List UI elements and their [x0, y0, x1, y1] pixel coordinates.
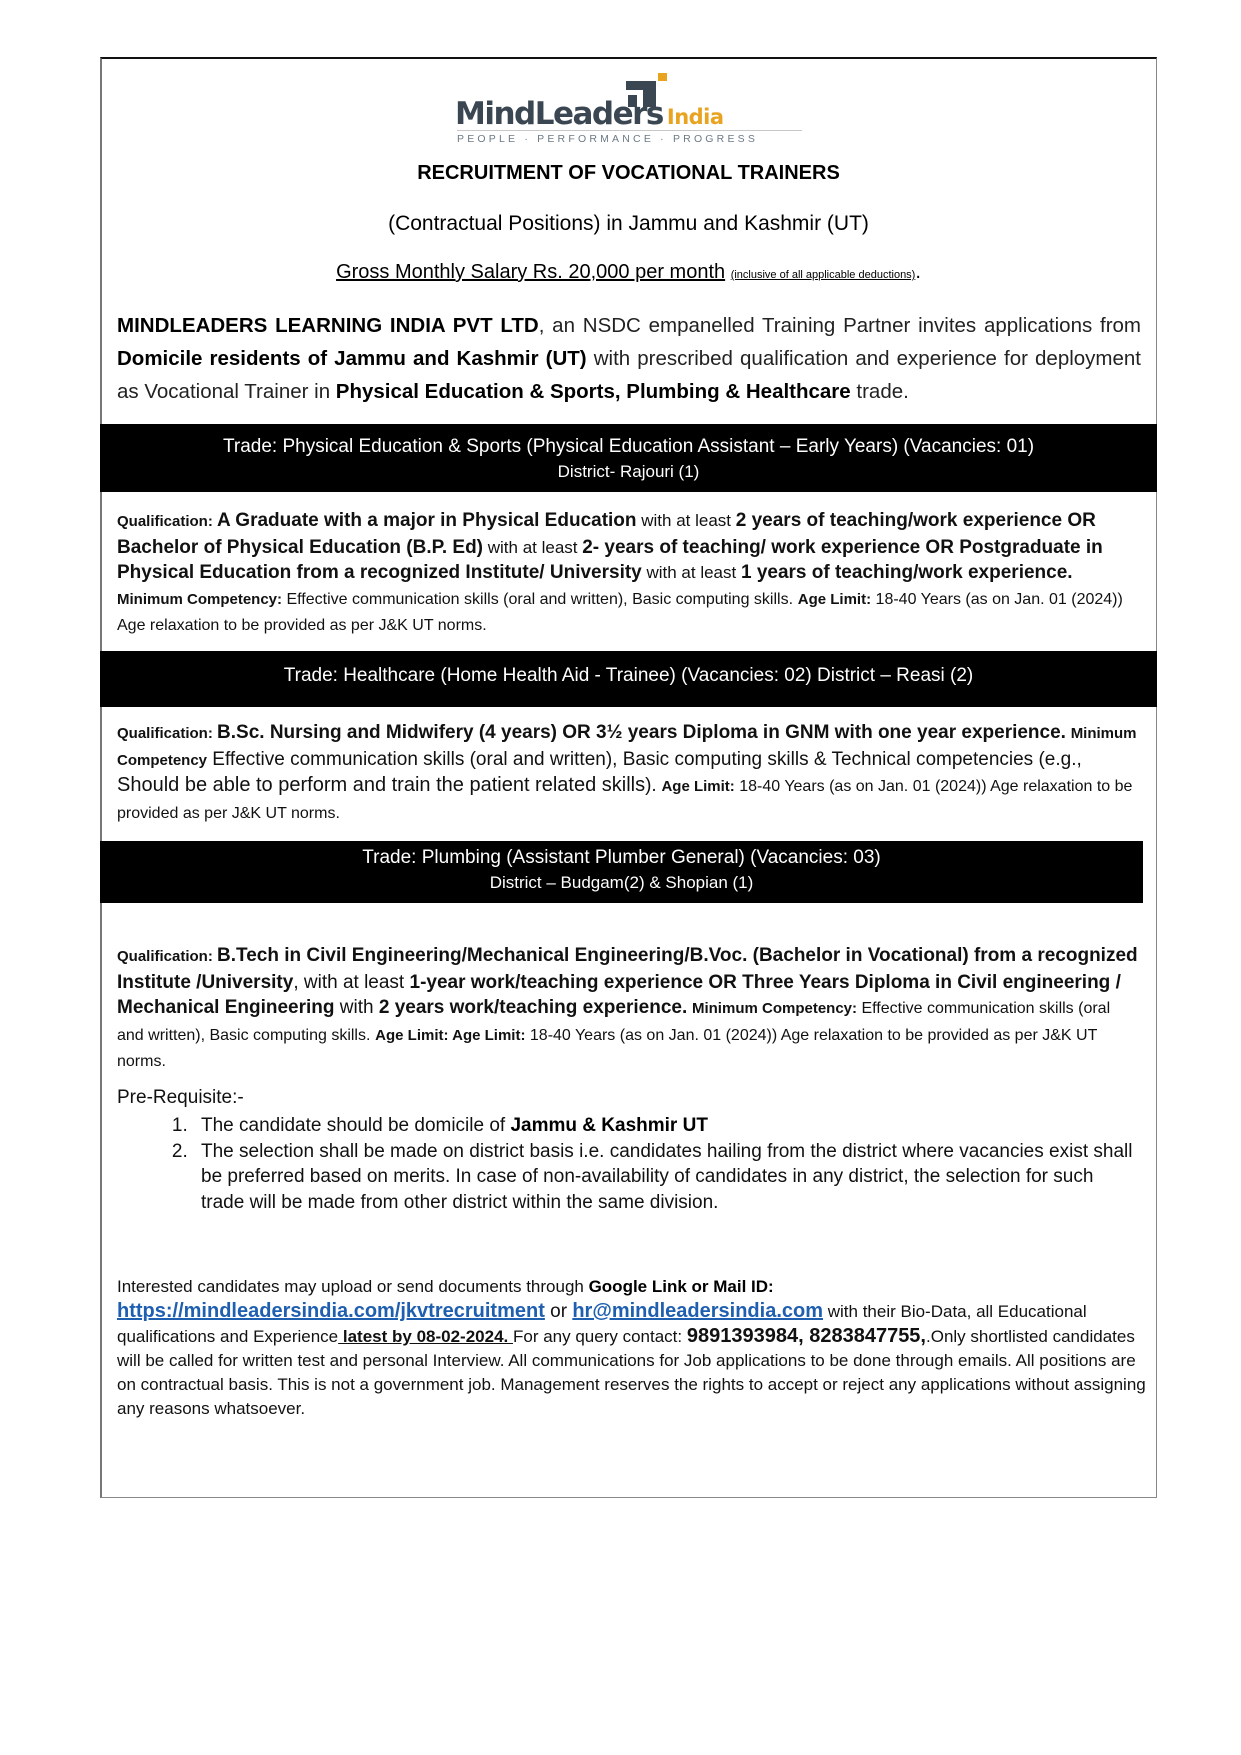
- trade-header-line1: Trade: Plumbing (Assistant Plumber General) (Vacancies: 03): [362, 847, 881, 868]
- apply-text: .Only shortlisted candidates will be called for written test and personal Interview. All communications for Job applications to be done through emails. All positions are on contractual basis. This is not a government job. Management reserves the rights to accept or reject any applications without assigning any reasons whatsoever.: [117, 1327, 1146, 1418]
- competency-label: Minimum Competency:: [691, 1000, 857, 1017]
- trade-header-healthcare: [100, 651, 1157, 707]
- apply-text: with their Bio-Data, all Educational qualifications and Experience: [117, 1302, 1087, 1346]
- q-bold: 2 years work/teaching experience.: [378, 997, 688, 1018]
- intro-text: with prescribed qualification and experience for deployment as Vocational Trainer in: [117, 347, 1142, 403]
- competency-text: Effective communication skills (oral and written), Basic computing skills & Technical competencies (e.g.,: [207, 748, 1082, 770]
- application-instructions: [117, 1275, 1147, 1421]
- logo-brand: [455, 96, 724, 132]
- q-text: , with at least: [293, 971, 410, 993]
- prerequisite-text: The candidate should be domicile of: [201, 1115, 511, 1136]
- prerequisite-section: [117, 1087, 1141, 1215]
- prerequisite-title: Pre-Requisite:-: [117, 1087, 244, 1108]
- apply-text: For any query contact:: [512, 1327, 687, 1346]
- competency-text: Effective communication skills (oral and written), Basic computing skills.: [282, 590, 794, 608]
- intro-text: , an NSDC empanelled Training Partner invites applications from: [538, 314, 1141, 337]
- competency-label: Minimum Competency: [117, 725, 1137, 769]
- age-text: 18-40 Years (as on Jan. 01 (2024)) Age relaxation to be provided as per J&K UT norms.: [117, 1026, 1098, 1070]
- q-bold: A Graduate with a major in Physical Education: [217, 510, 637, 531]
- logo-brand-sub: India: [666, 105, 724, 129]
- q-bold: B.Tech in Civil Engineering/Mechanical Engineering/B.Voc. (Bachelor in Vocational) from a recognized Institute /University: [117, 945, 1138, 993]
- mindleaders-logo: [455, 66, 805, 146]
- age-label: Age Limit:: [661, 778, 735, 795]
- logo-mark-accent-icon: [658, 73, 667, 81]
- trade-header-district: District – Budgam(2) & Shopian (1): [489, 873, 754, 892]
- trade-header-line1: Trade: Healthcare (Home Health Aid - Trainee) (Vacancies: 02) District – Reasi (2): [283, 665, 974, 686]
- prerequisite-item: [193, 1113, 1141, 1139]
- email-link[interactable]: hr@mindleadersindia.com: [572, 1300, 824, 1322]
- q-bold: 1 years of teaching/work experience: [740, 562, 1068, 583]
- q-bold: B.Sc. Nursing and Midwifery (4 years) OR 3½ years Diploma in GNM with one year experience.: [217, 722, 1066, 743]
- q-text: with at least: [636, 511, 736, 530]
- q-bold: 1-year work/teaching experience OR Three Years Diploma in Civil engineering / Mechanical Engineering: [117, 971, 1121, 1018]
- apply-text: Interested candidates may upload or send documents through: [117, 1277, 589, 1296]
- age-text: 18-40 Years (as on Jan. 01 (2024)) Age relaxation to be provided as per J&K UT norms.: [117, 778, 1133, 822]
- competency-text: Effective communication skills (oral and written), Basic computing skills.: [117, 1000, 1111, 1044]
- age-label: Age Limit: Age Limit:: [375, 1026, 526, 1044]
- salary-note: (inclusive of all applicable deductions): [730, 269, 916, 281]
- competency-end: ).: [645, 775, 657, 796]
- age-label: Age Limit:: [797, 590, 872, 608]
- salary-line: [100, 261, 1157, 284]
- prerequisite-bold: Jammu & Kashmir UT: [510, 1115, 708, 1136]
- q-text: with at least: [641, 563, 741, 582]
- trade-header-physical-education: [100, 424, 1157, 492]
- page-title: RECRUITMENT OF VOCATIONAL TRAINERS: [417, 162, 840, 184]
- trade-header-line1: Trade: Physical Education & Sports (Physical Education Assistant – Early Years) (Vacancies: 01): [222, 436, 1035, 457]
- salary-end: .: [915, 261, 921, 283]
- intro-paragraph: [117, 309, 1141, 408]
- qualification-healthcare: [117, 720, 1141, 826]
- q-text: with at least: [483, 537, 583, 557]
- competency-label: Minimum Competency:: [117, 590, 283, 608]
- q-text: with: [334, 997, 379, 1018]
- apply-text: or: [544, 1301, 573, 1322]
- intro-trades: Physical Education & Sports, Plumbing & Healthcare: [335, 380, 851, 403]
- age-text: 18-40 Years (as on Jan. 01 (2024)) Age relaxation to be provided as per J&K UT norms.: [117, 590, 1123, 634]
- logo-tagline: PEOPLE · PERFORMANCE · PROGRESS: [457, 130, 802, 145]
- intro-domicile: Domicile residents of Jammu and Kashmir (UT): [117, 347, 587, 370]
- deadline: latest by 08-02-2024.: [338, 1327, 513, 1346]
- prerequisite-list: [117, 1113, 1141, 1215]
- qualification-label: Qualification:: [117, 725, 218, 742]
- prerequisite-item: [193, 1139, 1141, 1216]
- salary-text: Gross Monthly Salary Rs. 20,000 per month: [336, 261, 726, 283]
- q-text: .: [1067, 562, 1073, 583]
- trade-header-plumbing: [100, 841, 1143, 903]
- logo-brand-main: MindLeaders: [455, 96, 663, 132]
- trade-header-district: District- Rajouri (1): [557, 462, 700, 481]
- q-bold: 2 years of teaching/work experience OR Bachelor of Physical Education (B.P. Ed): [117, 510, 1096, 558]
- page-subtitle: (Contractual Positions) in Jammu and Kashmir (UT): [388, 212, 869, 235]
- intro-text: trade.: [850, 380, 909, 403]
- qualification-label: Qualification:: [117, 948, 218, 965]
- qualification-plumbing: [117, 943, 1141, 1075]
- apply-bold: Google Link or Mail ID:: [588, 1277, 774, 1296]
- competency-emphasis: Should be able to perform and train the patient related skills: [117, 774, 646, 796]
- intro-company: MINDLEADERS LEARNING INDIA PVT LTD: [117, 314, 539, 337]
- contact-phones: 9891393984, 8283847755,: [686, 1325, 926, 1347]
- qualification-label: Qualification:: [117, 513, 218, 530]
- qualification-physical-education: [117, 508, 1141, 639]
- google-link[interactable]: https://mindleadersindia.com/jkvtrecruitment: [117, 1300, 545, 1322]
- q-bold: 2- years of teaching/ work experience OR Postgraduate in Physical Education from a recognized Institute/ University: [117, 536, 1103, 583]
- prerequisite-text: The selection shall be made on district basis i.e. candidates hailing from the district where vacancies exist shall be preferred based on merits. In case of non-availability of candidates in any district, the selection for such trade will be made from other district within the same division.: [201, 1140, 1133, 1213]
